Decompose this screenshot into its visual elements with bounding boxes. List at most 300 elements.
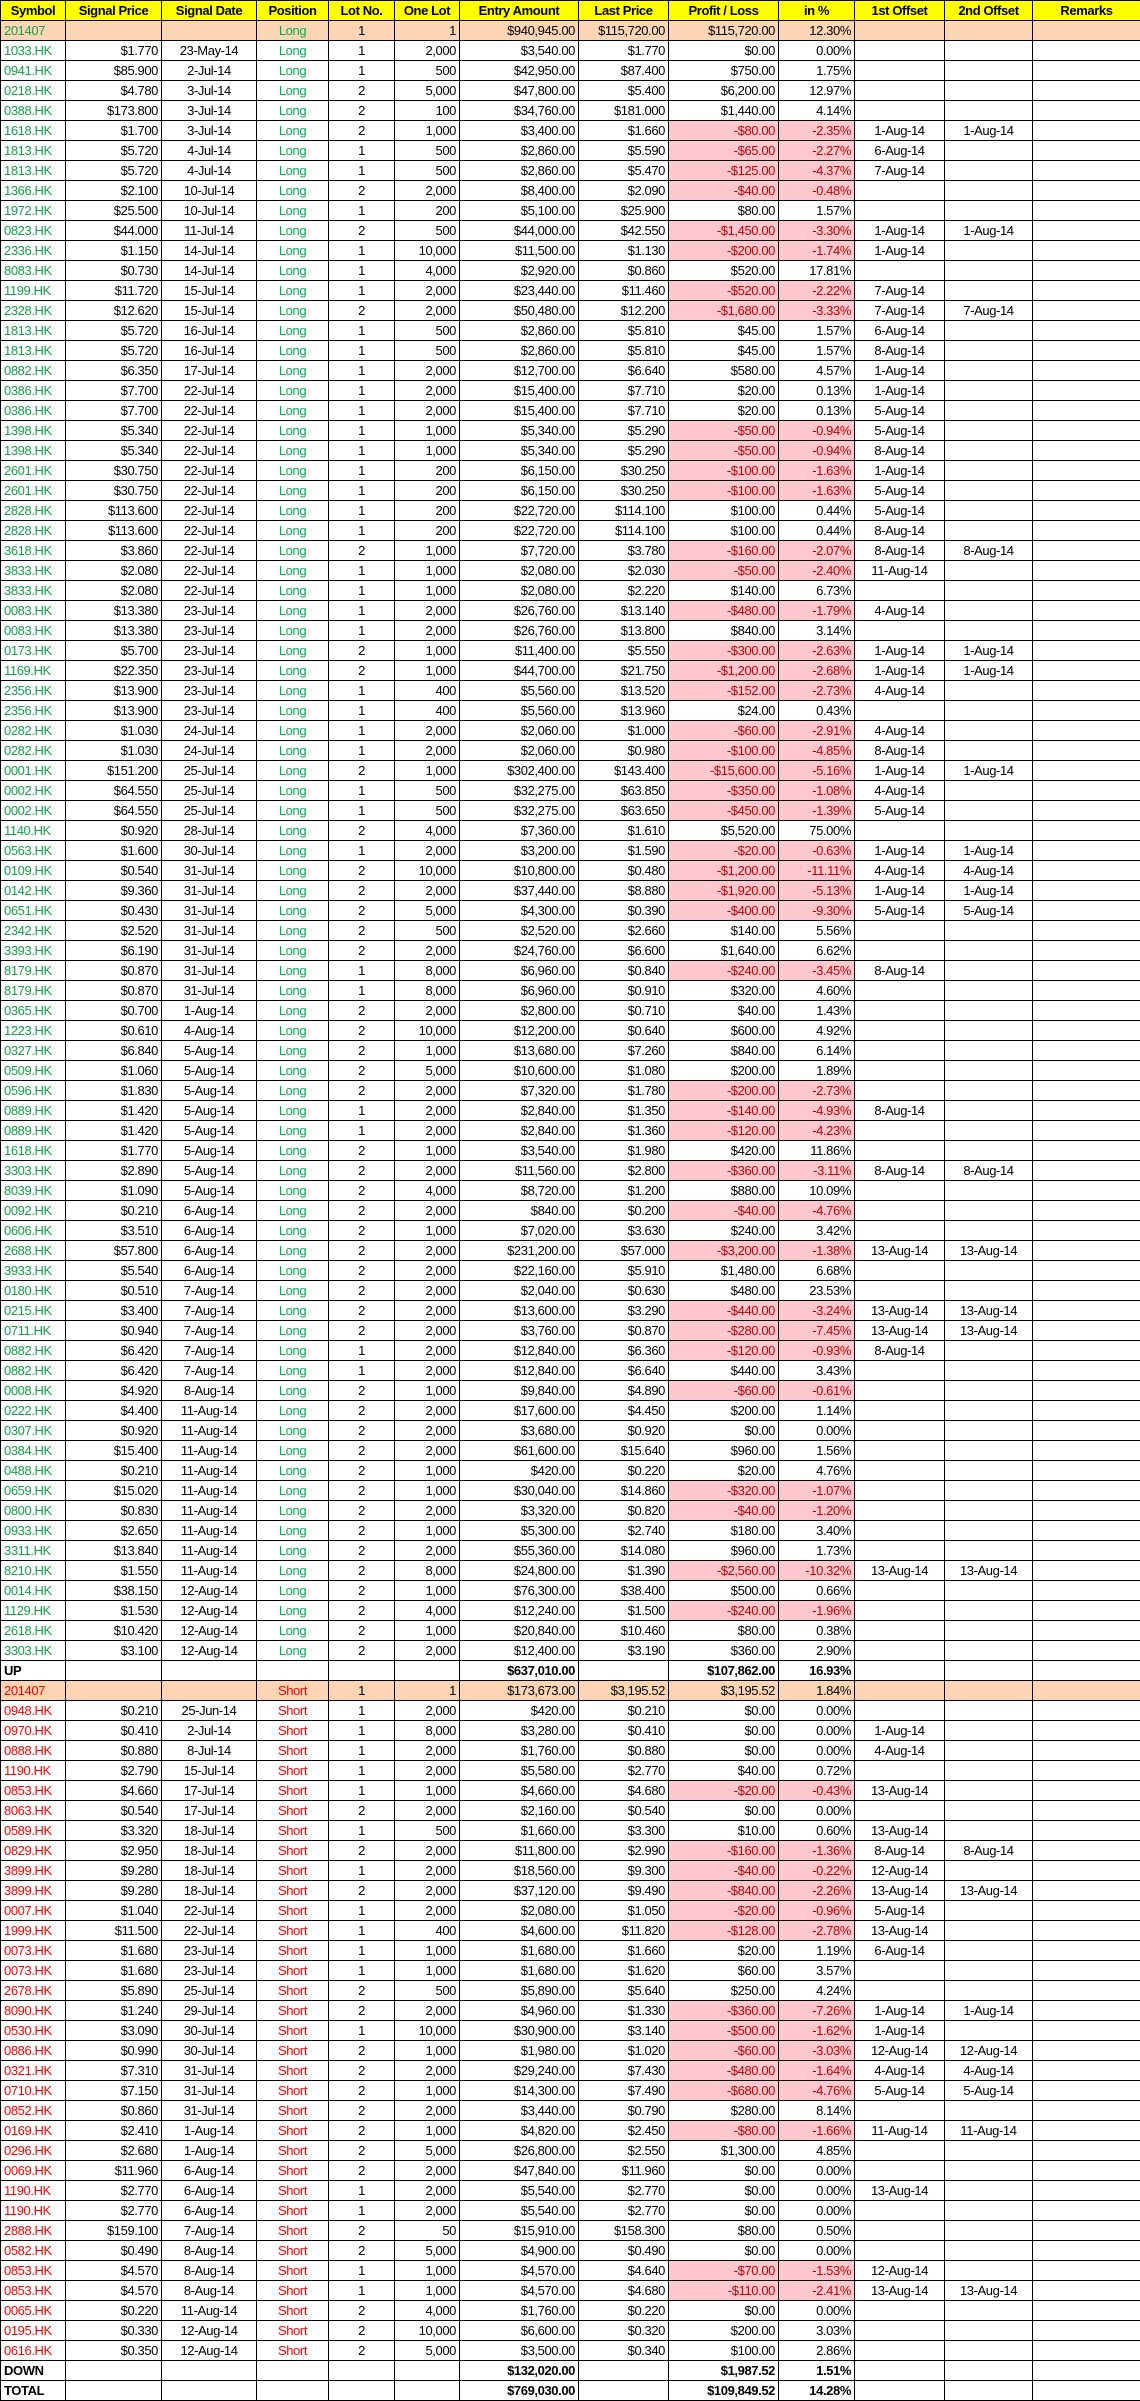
cell-one-lot[interactable]: 2,000 [395, 721, 460, 741]
cell-lot-no[interactable]: 1 [329, 381, 395, 401]
cell-second-offset[interactable] [945, 1821, 1033, 1841]
cell-signal-price[interactable]: $0.430 [66, 901, 162, 921]
cell-first-offset[interactable] [855, 1801, 945, 1821]
cell-signal-price[interactable]: $7.700 [66, 381, 162, 401]
cell-profit-loss[interactable]: -$240.00 [669, 961, 779, 981]
cell-profit-loss[interactable]: $320.00 [669, 981, 779, 1001]
cell-symbol[interactable]: 3618.HK [1, 541, 66, 561]
cell-symbol[interactable]: 0800.HK [1, 1501, 66, 1521]
cell-position[interactable]: Long [257, 1221, 329, 1241]
cell-lot-no[interactable]: 2 [329, 1041, 395, 1061]
cell-signal-date[interactable]: 11-Aug-14 [162, 1541, 257, 1561]
cell-second-offset[interactable] [945, 1581, 1033, 1601]
cell-position[interactable]: Long [257, 1181, 329, 1201]
cell-position[interactable]: Long [257, 221, 329, 241]
cell-pct[interactable]: 75.00% [779, 821, 855, 841]
cell-last-price[interactable]: $63.650 [579, 801, 669, 821]
cell-entry-amount[interactable]: $1,680.00 [460, 1941, 579, 1961]
cell-remarks[interactable] [1033, 1541, 1140, 1561]
cell-signal-date[interactable]: 8-Aug-14 [162, 2281, 257, 2301]
cell-remarks[interactable] [1033, 321, 1140, 341]
cell-symbol[interactable]: 2678.HK [1, 1981, 66, 2001]
cell-remarks[interactable] [1033, 301, 1140, 321]
cell-pct[interactable]: 4.92% [779, 1021, 855, 1041]
cell-lot-no[interactable]: 2 [329, 121, 395, 141]
cell-profit-loss[interactable]: -$125.00 [669, 161, 779, 181]
cell-pct[interactable]: -5.13% [779, 881, 855, 901]
cell-lot-no[interactable]: 1 [329, 981, 395, 1001]
cell-first-offset[interactable]: 1-Aug-14 [855, 761, 945, 781]
cell-symbol[interactable]: 0659.HK [1, 1481, 66, 1501]
cell-entry-amount[interactable]: $420.00 [460, 1461, 579, 1481]
cell-signal-price[interactable]: $5.720 [66, 341, 162, 361]
cell-one-lot[interactable]: 2,000 [395, 2061, 460, 2081]
cell-pct[interactable]: -4.85% [779, 741, 855, 761]
cell-one-lot[interactable]: 2,000 [395, 881, 460, 901]
cell-entry-amount[interactable]: $6,600.00 [460, 2321, 579, 2341]
cell-profit-loss[interactable]: -$60.00 [669, 2041, 779, 2061]
cell-last-price[interactable]: $181.000 [579, 101, 669, 121]
cell-position[interactable]: Short [257, 2161, 329, 2181]
cell-profit-loss[interactable]: $140.00 [669, 581, 779, 601]
cell-first-offset[interactable]: 5-Aug-14 [855, 421, 945, 441]
cell-entry-amount[interactable]: $7,360.00 [460, 821, 579, 841]
cell-signal-date[interactable] [162, 1661, 257, 1681]
cell-last-price[interactable]: $14.080 [579, 1541, 669, 1561]
cell-one-lot[interactable]: 2,000 [395, 1421, 460, 1441]
cell-position[interactable]: Long [257, 861, 329, 881]
cell-one-lot[interactable]: 8,000 [395, 1561, 460, 1581]
cell-lot-no[interactable]: 2 [329, 921, 395, 941]
cell-profit-loss[interactable]: -$100.00 [669, 481, 779, 501]
cell-position[interactable]: Short [257, 1861, 329, 1881]
cell-first-offset[interactable] [855, 2141, 945, 2161]
cell-position[interactable]: Long [257, 1561, 329, 1581]
cell-entry-amount[interactable]: $940,945.00 [460, 21, 579, 41]
cell-signal-price[interactable]: $3.510 [66, 1221, 162, 1241]
cell-position[interactable]: Long [257, 621, 329, 641]
cell-last-price[interactable]: $5.810 [579, 341, 669, 361]
cell-pct[interactable]: -0.48% [779, 181, 855, 201]
cell-remarks[interactable] [1033, 1261, 1140, 1281]
cell-last-price[interactable]: $0.640 [579, 1021, 669, 1041]
cell-signal-price[interactable]: $5.340 [66, 441, 162, 461]
cell-profit-loss[interactable]: $45.00 [669, 341, 779, 361]
cell-remarks[interactable] [1033, 1321, 1140, 1341]
cell-lot-no[interactable]: 2 [329, 901, 395, 921]
cell-position[interactable]: Long [257, 461, 329, 481]
cell-last-price[interactable]: $0.490 [579, 2241, 669, 2261]
cell-one-lot[interactable]: 500 [395, 141, 460, 161]
cell-signal-price[interactable]: $4.780 [66, 81, 162, 101]
cell-symbol[interactable]: 1398.HK [1, 441, 66, 461]
cell-pct[interactable]: 12.30% [779, 21, 855, 41]
cell-second-offset[interactable] [945, 2161, 1033, 2181]
cell-pct[interactable]: 1.57% [779, 321, 855, 341]
cell-one-lot[interactable]: 500 [395, 341, 460, 361]
cell-profit-loss[interactable]: -$520.00 [669, 281, 779, 301]
cell-pct[interactable]: 4.76% [779, 1461, 855, 1481]
cell-pct[interactable]: 8.14% [779, 2101, 855, 2121]
cell-remarks[interactable] [1033, 2101, 1140, 2121]
cell-signal-price[interactable]: $5.720 [66, 321, 162, 341]
cell-entry-amount[interactable]: $2,060.00 [460, 721, 579, 741]
cell-signal-price[interactable]: $5.540 [66, 1261, 162, 1281]
cell-profit-loss[interactable]: $180.00 [669, 1521, 779, 1541]
cell-last-price[interactable]: $0.540 [579, 1801, 669, 1821]
cell-lot-no[interactable]: 1 [329, 2281, 395, 2301]
cell-second-offset[interactable] [945, 1061, 1033, 1081]
cell-signal-price[interactable]: $2.790 [66, 1761, 162, 1781]
cell-first-offset[interactable]: 13-Aug-14 [855, 1781, 945, 1801]
cell-pct[interactable]: -2.91% [779, 721, 855, 741]
cell-one-lot[interactable]: 2,000 [395, 1901, 460, 1921]
cell-one-lot[interactable]: 2,000 [395, 381, 460, 401]
cell-last-price[interactable]: $0.790 [579, 2101, 669, 2121]
cell-symbol[interactable]: 0002.HK [1, 781, 66, 801]
cell-pct[interactable]: 0.00% [779, 1801, 855, 1821]
cell-entry-amount[interactable]: $3,540.00 [460, 41, 579, 61]
cell-position[interactable]: Long [257, 501, 329, 521]
cell-profit-loss[interactable]: $0.00 [669, 2201, 779, 2221]
cell-symbol[interactable]: 0215.HK [1, 1301, 66, 1321]
cell-profit-loss[interactable]: -$40.00 [669, 1201, 779, 1221]
cell-first-offset[interactable]: 1-Aug-14 [855, 221, 945, 241]
cell-one-lot[interactable]: 2,000 [395, 1761, 460, 1781]
cell-signal-price[interactable]: $2.410 [66, 2121, 162, 2141]
cell-entry-amount[interactable]: $4,600.00 [460, 1921, 579, 1941]
cell-entry-amount[interactable]: $4,570.00 [460, 2261, 579, 2281]
cell-entry-amount[interactable]: $637,010.00 [460, 1661, 579, 1681]
cell-signal-price[interactable]: $4.400 [66, 1401, 162, 1421]
cell-last-price[interactable]: $2.550 [579, 2141, 669, 2161]
cell-one-lot[interactable]: 2,000 [395, 1161, 460, 1181]
cell-position[interactable]: Short [257, 2121, 329, 2141]
cell-entry-amount[interactable]: $2,080.00 [460, 561, 579, 581]
cell-one-lot[interactable]: 2,000 [395, 1321, 460, 1341]
cell-entry-amount[interactable]: $32,275.00 [460, 801, 579, 821]
cell-lot-no[interactable] [329, 2381, 395, 2401]
cell-last-price[interactable]: $114.100 [579, 521, 669, 541]
cell-signal-price[interactable]: $30.750 [66, 461, 162, 481]
cell-pct[interactable]: -4.37% [779, 161, 855, 181]
cell-one-lot[interactable]: 1,000 [395, 1581, 460, 1601]
cell-one-lot[interactable]: 2,000 [395, 1301, 460, 1321]
cell-lot-no[interactable]: 2 [329, 641, 395, 661]
cell-last-price[interactable]: $2.220 [579, 581, 669, 601]
cell-first-offset[interactable] [855, 1121, 945, 1141]
cell-entry-amount[interactable]: $3,760.00 [460, 1321, 579, 1341]
cell-remarks[interactable] [1033, 1181, 1140, 1201]
cell-one-lot[interactable]: 2,000 [395, 621, 460, 641]
cell-signal-price[interactable]: $9.280 [66, 1881, 162, 1901]
cell-lot-no[interactable]: 1 [329, 561, 395, 581]
cell-signal-price[interactable]: $2.650 [66, 1521, 162, 1541]
cell-pct[interactable]: 3.42% [779, 1221, 855, 1241]
cell-remarks[interactable] [1033, 881, 1140, 901]
cell-entry-amount[interactable]: $15,400.00 [460, 401, 579, 421]
cell-lot-no[interactable]: 2 [329, 1801, 395, 1821]
cell-signal-price[interactable]: $0.330 [66, 2321, 162, 2341]
cell-lot-no[interactable]: 2 [329, 1061, 395, 1081]
cell-symbol[interactable]: 0852.HK [1, 2101, 66, 2121]
cell-one-lot[interactable]: 1 [395, 21, 460, 41]
cell-symbol[interactable]: 2328.HK [1, 301, 66, 321]
cell-entry-amount[interactable]: $18,560.00 [460, 1861, 579, 1881]
cell-one-lot[interactable]: 200 [395, 481, 460, 501]
cell-signal-price[interactable]: $2.100 [66, 181, 162, 201]
cell-profit-loss[interactable]: $1,440.00 [669, 101, 779, 121]
cell-pct[interactable]: 0.00% [779, 2201, 855, 2221]
cell-position[interactable]: Long [257, 481, 329, 501]
cell-position[interactable]: Long [257, 641, 329, 661]
cell-one-lot[interactable]: 2,000 [395, 2201, 460, 2221]
cell-profit-loss[interactable]: $0.00 [669, 2301, 779, 2321]
cell-pct[interactable]: 0.00% [779, 1701, 855, 1721]
column-header-signal-date[interactable]: Signal Date [162, 1, 257, 21]
cell-profit-loss[interactable]: -$20.00 [669, 1901, 779, 1921]
cell-profit-loss[interactable]: $280.00 [669, 2101, 779, 2121]
cell-entry-amount[interactable]: $23,440.00 [460, 281, 579, 301]
cell-symbol[interactable]: 8039.HK [1, 1181, 66, 1201]
cell-position[interactable]: Short [257, 2261, 329, 2281]
cell-pct[interactable]: -2.73% [779, 681, 855, 701]
cell-last-price[interactable]: $6.360 [579, 1341, 669, 1361]
cell-lot-no[interactable]: 2 [329, 541, 395, 561]
cell-pct[interactable]: -0.94% [779, 421, 855, 441]
cell-entry-amount[interactable]: $12,840.00 [460, 1361, 579, 1381]
cell-entry-amount[interactable]: $47,800.00 [460, 81, 579, 101]
cell-second-offset[interactable] [945, 321, 1033, 341]
cell-first-offset[interactable]: 1-Aug-14 [855, 2001, 945, 2021]
cell-lot-no[interactable] [329, 1661, 395, 1681]
cell-symbol[interactable]: 1813.HK [1, 341, 66, 361]
cell-signal-date[interactable]: 23-Jul-14 [162, 1941, 257, 1961]
cell-pct[interactable]: -2.40% [779, 561, 855, 581]
cell-entry-amount[interactable]: $2,860.00 [460, 141, 579, 161]
cell-entry-amount[interactable]: $231,200.00 [460, 1241, 579, 1261]
cell-one-lot[interactable]: 100 [395, 101, 460, 121]
cell-profit-loss[interactable]: -$500.00 [669, 2021, 779, 2041]
cell-lot-no[interactable]: 2 [329, 821, 395, 841]
cell-last-price[interactable]: $3.630 [579, 1221, 669, 1241]
cell-first-offset[interactable]: 8-Aug-14 [855, 441, 945, 461]
cell-second-offset[interactable] [945, 41, 1033, 61]
cell-signal-price[interactable]: $13.380 [66, 621, 162, 641]
cell-first-offset[interactable] [855, 1641, 945, 1661]
cell-second-offset[interactable] [945, 781, 1033, 801]
cell-profit-loss[interactable]: $10.00 [669, 1821, 779, 1841]
cell-last-price[interactable]: $7.490 [579, 2081, 669, 2101]
cell-signal-date[interactable]: 23-Jul-14 [162, 601, 257, 621]
cell-signal-date[interactable] [162, 2381, 257, 2401]
cell-profit-loss[interactable]: $580.00 [669, 361, 779, 381]
cell-second-offset[interactable] [945, 521, 1033, 541]
cell-symbol[interactable]: 1129.HK [1, 1601, 66, 1621]
cell-remarks[interactable] [1033, 1901, 1140, 1921]
cell-remarks[interactable] [1033, 1981, 1140, 2001]
cell-one-lot[interactable]: 10,000 [395, 2321, 460, 2341]
cell-position[interactable]: Long [257, 901, 329, 921]
cell-second-offset[interactable] [945, 2021, 1033, 2041]
cell-entry-amount[interactable]: $76,300.00 [460, 1581, 579, 1601]
cell-lot-no[interactable]: 1 [329, 1741, 395, 1761]
cell-first-offset[interactable] [855, 1201, 945, 1221]
cell-pct[interactable]: 5.56% [779, 921, 855, 941]
cell-lot-no[interactable]: 2 [329, 1021, 395, 1041]
cell-second-offset[interactable]: 11-Aug-14 [945, 2121, 1033, 2141]
cell-signal-date[interactable]: 16-Jul-14 [162, 321, 257, 341]
cell-entry-amount[interactable]: $3,500.00 [460, 2341, 579, 2361]
cell-lot-no[interactable]: 1 [329, 461, 395, 481]
cell-one-lot[interactable]: 500 [395, 321, 460, 341]
cell-signal-date[interactable]: 17-Jul-14 [162, 1801, 257, 1821]
cell-first-offset[interactable]: 8-Aug-14 [855, 961, 945, 981]
cell-second-offset[interactable] [945, 241, 1033, 261]
cell-signal-date[interactable]: 29-Jul-14 [162, 2001, 257, 2021]
cell-signal-price[interactable]: $0.940 [66, 1321, 162, 1341]
cell-profit-loss[interactable]: $0.00 [669, 1801, 779, 1821]
cell-entry-amount[interactable]: $6,150.00 [460, 481, 579, 501]
cell-first-offset[interactable]: 7-Aug-14 [855, 301, 945, 321]
cell-first-offset[interactable]: 1-Aug-14 [855, 241, 945, 261]
cell-pct[interactable]: 0.44% [779, 521, 855, 541]
cell-profit-loss[interactable]: -$3,200.00 [669, 1241, 779, 1261]
cell-position[interactable]: Long [257, 841, 329, 861]
cell-lot-no[interactable]: 1 [329, 1821, 395, 1841]
cell-position[interactable]: Long [257, 241, 329, 261]
cell-remarks[interactable] [1033, 601, 1140, 621]
cell-entry-amount[interactable]: $5,580.00 [460, 1761, 579, 1781]
cell-lot-no[interactable]: 2 [329, 1481, 395, 1501]
cell-first-offset[interactable] [855, 1581, 945, 1601]
cell-symbol[interactable]: 3899.HK [1, 1881, 66, 1901]
cell-profit-loss[interactable]: $200.00 [669, 2321, 779, 2341]
cell-signal-date[interactable]: 6-Aug-14 [162, 2161, 257, 2181]
cell-pct[interactable]: 0.72% [779, 1761, 855, 1781]
cell-last-price[interactable]: $1.620 [579, 1961, 669, 1981]
cell-signal-price[interactable]: $1.530 [66, 1601, 162, 1621]
cell-symbol[interactable]: 2601.HK [1, 481, 66, 501]
cell-second-offset[interactable]: 13-Aug-14 [945, 1321, 1033, 1341]
cell-second-offset[interactable]: 1-Aug-14 [945, 641, 1033, 661]
cell-profit-loss[interactable]: -$300.00 [669, 641, 779, 661]
cell-position[interactable]: Long [257, 301, 329, 321]
cell-last-price[interactable]: $115,720.00 [579, 21, 669, 41]
cell-symbol[interactable]: 0065.HK [1, 2301, 66, 2321]
cell-one-lot[interactable]: 500 [395, 61, 460, 81]
cell-symbol[interactable]: 0307.HK [1, 1421, 66, 1441]
cell-entry-amount[interactable]: $6,960.00 [460, 981, 579, 1001]
cell-one-lot[interactable]: 1,000 [395, 1221, 460, 1241]
cell-signal-price[interactable] [66, 2381, 162, 2401]
cell-lot-no[interactable]: 2 [329, 2001, 395, 2021]
cell-last-price[interactable]: $1.980 [579, 1141, 669, 1161]
cell-remarks[interactable] [1033, 281, 1140, 301]
cell-lot-no[interactable]: 1 [329, 421, 395, 441]
cell-one-lot[interactable]: 1,000 [395, 2081, 460, 2101]
cell-first-offset[interactable]: 4-Aug-14 [855, 681, 945, 701]
cell-position[interactable]: Long [257, 1381, 329, 1401]
cell-remarks[interactable] [1033, 1721, 1140, 1741]
cell-profit-loss[interactable]: -$200.00 [669, 1081, 779, 1101]
cell-signal-date[interactable] [162, 2361, 257, 2381]
cell-second-offset[interactable]: 1-Aug-14 [945, 121, 1033, 141]
cell-position[interactable]: Long [257, 561, 329, 581]
cell-signal-price[interactable] [66, 1661, 162, 1681]
cell-first-offset[interactable] [855, 2361, 945, 2381]
cell-pct[interactable]: 0.38% [779, 1621, 855, 1641]
cell-signal-date[interactable]: 6-Aug-14 [162, 1261, 257, 1281]
cell-symbol[interactable]: 3393.HK [1, 941, 66, 961]
cell-pct[interactable]: -7.26% [779, 2001, 855, 2021]
cell-last-price[interactable]: $1.390 [579, 1561, 669, 1581]
cell-position[interactable]: Long [257, 1601, 329, 1621]
cell-last-price[interactable]: $14.860 [579, 1481, 669, 1501]
cell-remarks[interactable] [1033, 1741, 1140, 1761]
cell-position[interactable]: Long [257, 821, 329, 841]
cell-entry-amount[interactable]: $44,700.00 [460, 661, 579, 681]
cell-pct[interactable]: -2.22% [779, 281, 855, 301]
cell-last-price[interactable]: $2.770 [579, 1761, 669, 1781]
cell-symbol[interactable]: 2618.HK [1, 1621, 66, 1641]
cell-symbol[interactable]: 2888.HK [1, 2221, 66, 2241]
cell-last-price[interactable]: $0.320 [579, 2321, 669, 2341]
cell-remarks[interactable] [1033, 781, 1140, 801]
cell-second-offset[interactable] [945, 1481, 1033, 1501]
cell-signal-date[interactable]: 5-Aug-14 [162, 1181, 257, 1201]
cell-remarks[interactable] [1033, 2361, 1140, 2381]
cell-entry-amount[interactable]: $2,520.00 [460, 921, 579, 941]
cell-first-offset[interactable]: 5-Aug-14 [855, 801, 945, 821]
column-header-remarks[interactable]: Remarks [1033, 1, 1140, 21]
cell-profit-loss[interactable]: -$65.00 [669, 141, 779, 161]
cell-last-price[interactable]: $143.400 [579, 761, 669, 781]
cell-lot-no[interactable]: 2 [329, 2341, 395, 2361]
cell-remarks[interactable] [1033, 2301, 1140, 2321]
cell-position[interactable]: Short [257, 2201, 329, 2221]
cell-symbol[interactable]: 1169.HK [1, 661, 66, 681]
cell-second-offset[interactable] [945, 1621, 1033, 1641]
cell-last-price[interactable]: $0.210 [579, 1701, 669, 1721]
cell-symbol[interactable]: 1813.HK [1, 161, 66, 181]
cell-lot-no[interactable]: 2 [329, 941, 395, 961]
cell-first-offset[interactable] [855, 1061, 945, 1081]
cell-signal-date[interactable]: 31-Jul-14 [162, 881, 257, 901]
cell-entry-amount[interactable]: $4,820.00 [460, 2121, 579, 2141]
cell-remarks[interactable] [1033, 361, 1140, 381]
cell-second-offset[interactable] [945, 941, 1033, 961]
cell-first-offset[interactable] [855, 201, 945, 221]
cell-first-offset[interactable]: 4-Aug-14 [855, 861, 945, 881]
cell-entry-amount[interactable]: $8,400.00 [460, 181, 579, 201]
cell-signal-date[interactable]: 22-Jul-14 [162, 481, 257, 501]
cell-first-offset[interactable]: 13-Aug-14 [855, 1241, 945, 1261]
cell-symbol[interactable]: 0142.HK [1, 881, 66, 901]
cell-profit-loss[interactable]: -$152.00 [669, 681, 779, 701]
cell-signal-price[interactable]: $1.830 [66, 1081, 162, 1101]
cell-lot-no[interactable]: 2 [329, 1141, 395, 1161]
cell-pct[interactable]: 16.93% [779, 1661, 855, 1681]
cell-profit-loss[interactable]: -$360.00 [669, 2001, 779, 2021]
cell-second-offset[interactable] [945, 2101, 1033, 2121]
cell-entry-amount[interactable]: $5,540.00 [460, 2181, 579, 2201]
cell-signal-date[interactable]: 18-Jul-14 [162, 1821, 257, 1841]
cell-last-price[interactable]: $114.100 [579, 501, 669, 521]
cell-pct[interactable]: 6.62% [779, 941, 855, 961]
cell-remarks[interactable] [1033, 1961, 1140, 1981]
cell-entry-amount[interactable]: $24,800.00 [460, 1561, 579, 1581]
